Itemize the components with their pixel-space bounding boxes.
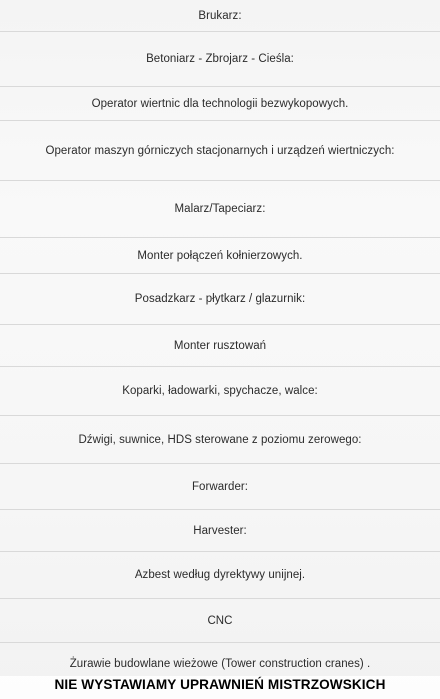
list-item-label: Brukarz:: [198, 9, 242, 22]
list-item-label: Żurawie budowlane wieżowe (Tower construction cranes) .: [69, 658, 371, 670]
list-item-monter-polaczen[interactable]: [0, 238, 440, 274]
list-item-azbest[interactable]: [0, 552, 440, 599]
list-item-label: Operator wiertnic dla technologii bezwykopowych.: [91, 97, 349, 110]
list-item-forwarder[interactable]: [0, 464, 440, 510]
list-item-label: CNC: [207, 614, 233, 627]
list-item-label: Betoniarz - Zbrojarz - Cieśla:: [146, 53, 294, 65]
list-item-brukarz[interactable]: [0, 0, 440, 32]
list-item-operator-maszyn-gorniczych[interactable]: [0, 121, 440, 181]
list-item-label: Harvester:: [193, 524, 247, 537]
list-item-label: Koparki, ładowarki, spychacze, walce:: [122, 385, 318, 397]
list-item-dzwigi[interactable]: [0, 416, 440, 464]
no-master-qualifications-banner: [0, 670, 440, 699]
list-item-koparki[interactable]: [0, 367, 440, 416]
list-item-label: Monter połączeń kołnierzowych.: [137, 249, 303, 262]
list-item-harvester[interactable]: [0, 510, 440, 552]
list-item-operator-wiertnic[interactable]: [0, 87, 440, 121]
list-item-cnc[interactable]: [0, 599, 440, 643]
list-item-label: Monter rusztowań: [173, 339, 267, 352]
list-item-posadzkarz[interactable]: [0, 274, 440, 325]
list-item-monter-rusztowan[interactable]: [0, 325, 440, 367]
list-item-label: Malarz/Tapeciarz:: [174, 203, 266, 215]
list-item-label: Azbest według dyrektywy unijnej.: [134, 569, 306, 581]
banner-text: NIE WYSTAWIAMY UPRAWNIEŃ MISTRZOWSKICH: [54, 677, 386, 692]
list-item-malarz[interactable]: [0, 181, 440, 238]
list-item-label: Dźwigi, suwnice, HDS sterowane z poziomu zerowego:: [78, 433, 362, 446]
list-item-label: Posadzkarz - płytkarz / glazurnik:: [134, 293, 306, 305]
list-item-label: Operator maszyn górniczych stacjonarnych i urządzeń wiertniczych:: [45, 144, 395, 157]
list-item-label: Forwarder:: [191, 480, 249, 493]
list-item-betoniarz[interactable]: [0, 32, 440, 87]
